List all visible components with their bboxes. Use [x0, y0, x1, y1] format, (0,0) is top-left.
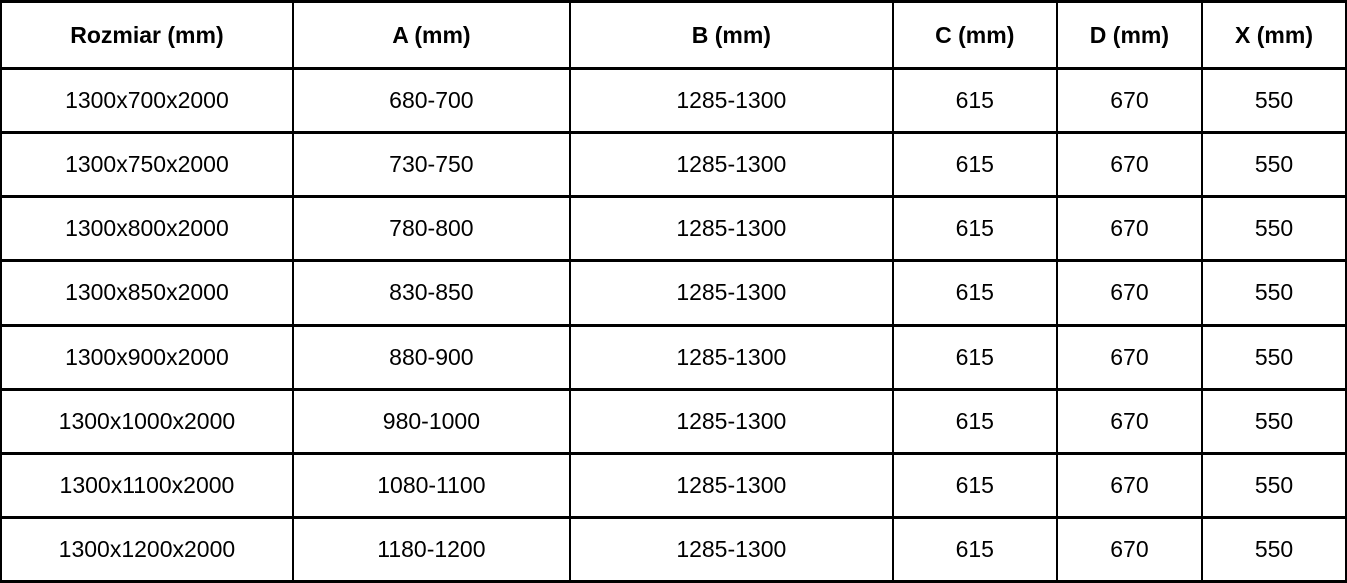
column-header: X (mm): [1202, 2, 1346, 69]
table-cell: 1285-1300: [570, 517, 893, 581]
table-cell: 550: [1202, 197, 1346, 261]
table-row: [1, 325, 1346, 389]
table-cell: 550: [1202, 453, 1346, 517]
table-body: [1, 69, 1346, 582]
table-cell: 1285-1300: [570, 133, 893, 197]
table-cell: 1285-1300: [570, 325, 893, 389]
table-cell: 880-900: [293, 325, 570, 389]
table-row: [1, 197, 1346, 261]
table-cell: 1285-1300: [570, 197, 893, 261]
table-cell: 615: [893, 69, 1057, 133]
table-cell: 550: [1202, 389, 1346, 453]
column-header: B (mm): [570, 2, 893, 69]
table-cell: 670: [1057, 133, 1202, 197]
table-cell: 670: [1057, 261, 1202, 325]
table-cell: 550: [1202, 517, 1346, 581]
table-cell: 615: [893, 261, 1057, 325]
table-cell: 1300x900x2000: [1, 325, 293, 389]
table-cell: 1300x1000x2000: [1, 389, 293, 453]
table-cell: 615: [893, 325, 1057, 389]
table-cell: 670: [1057, 197, 1202, 261]
table-cell: 780-800: [293, 197, 570, 261]
table-cell: 670: [1057, 517, 1202, 581]
table-cell: 1080-1100: [293, 453, 570, 517]
table-row: [1, 517, 1346, 581]
column-header: A (mm): [293, 2, 570, 69]
table-cell: 1285-1300: [570, 389, 893, 453]
table-cell: 550: [1202, 261, 1346, 325]
table-cell: 1300x850x2000: [1, 261, 293, 325]
table-cell: 615: [893, 133, 1057, 197]
table-cell: 680-700: [293, 69, 570, 133]
table-row: [1, 453, 1346, 517]
table-cell: 670: [1057, 69, 1202, 133]
table-row: [1, 389, 1346, 453]
table-cell: 1285-1300: [570, 453, 893, 517]
table-cell: 1300x1100x2000: [1, 453, 293, 517]
table-cell: 615: [893, 453, 1057, 517]
table-row: [1, 261, 1346, 325]
table-cell: 1300x750x2000: [1, 133, 293, 197]
table-cell: 730-750: [293, 133, 570, 197]
table-cell: 1300x800x2000: [1, 197, 293, 261]
table-cell: 550: [1202, 325, 1346, 389]
column-header: C (mm): [893, 2, 1057, 69]
table-cell: 550: [1202, 133, 1346, 197]
column-header: Rozmiar (mm): [1, 2, 293, 69]
table-cell: 830-850: [293, 261, 570, 325]
table-cell: 1285-1300: [570, 261, 893, 325]
table-cell: 1285-1300: [570, 69, 893, 133]
column-header: D (mm): [1057, 2, 1202, 69]
table-cell: 980-1000: [293, 389, 570, 453]
table-row: [1, 69, 1346, 133]
table-cell: 615: [893, 389, 1057, 453]
table-row: [1, 133, 1346, 197]
table-cell: 1180-1200: [293, 517, 570, 581]
table-cell: 1300x1200x2000: [1, 517, 293, 581]
table-cell: 615: [893, 517, 1057, 581]
table-cell: 550: [1202, 69, 1346, 133]
table-cell: 615: [893, 197, 1057, 261]
table-cell: 670: [1057, 325, 1202, 389]
table-cell: 1300x700x2000: [1, 69, 293, 133]
table-cell: 670: [1057, 453, 1202, 517]
table-header-row: [1, 2, 1346, 69]
table-cell: 670: [1057, 389, 1202, 453]
